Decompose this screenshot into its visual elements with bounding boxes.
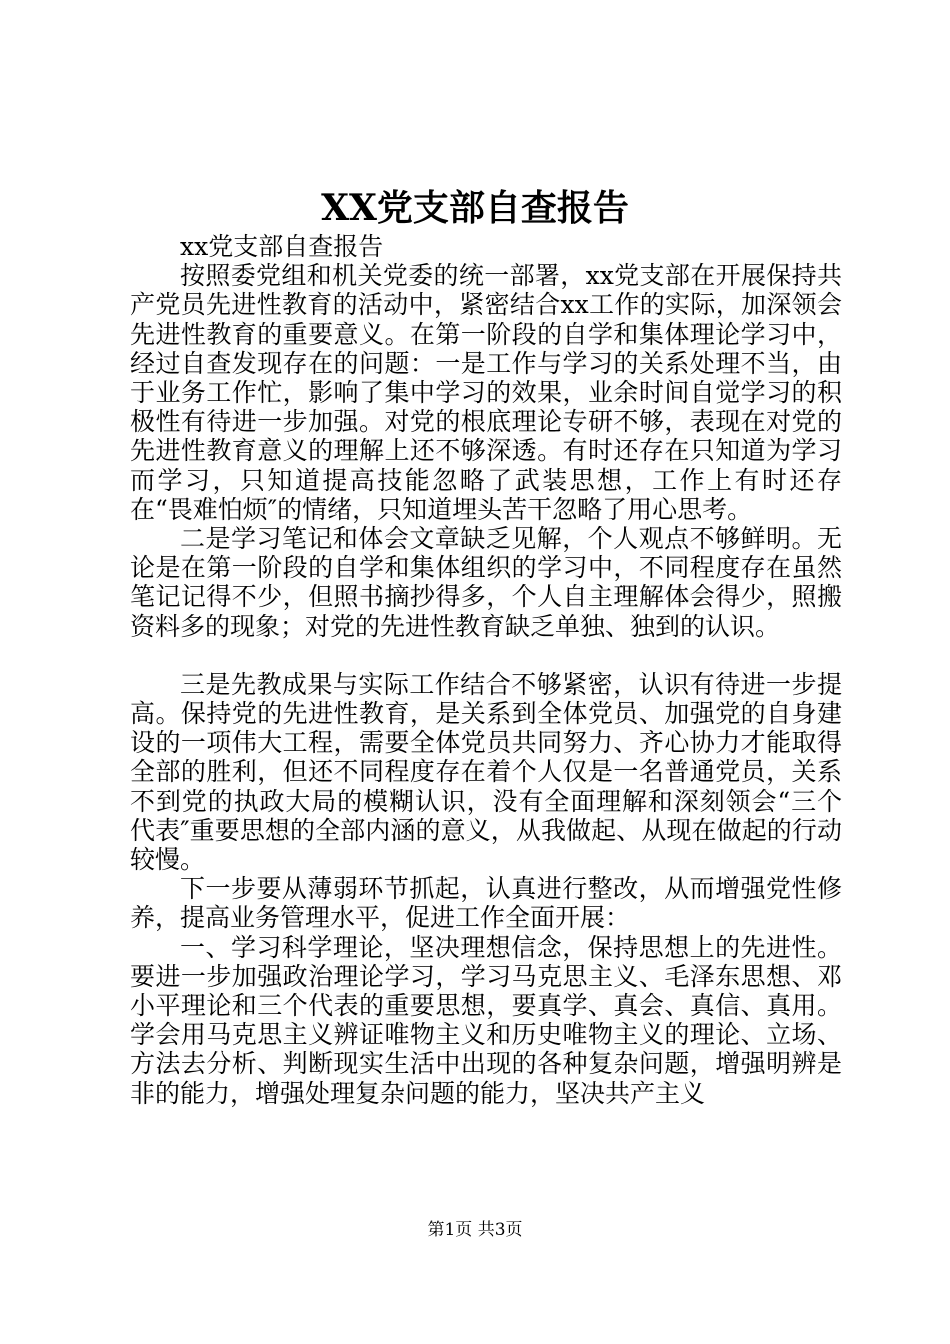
document-body (130, 232, 842, 1108)
paragraph-measure-one: 一、学习科学理论，坚决理想信念，保持思想上的先进性。要进一步加强政治理论学习，学习马克思主义、毛泽东思想、邓小平理论和三个代表的重要思想，要真学、真会、真信、真用。学会用马克思主义辨证唯物主义和历史唯物主义的理论、立场、方法去分析、判断现实生活中出现的各种复杂问题，增强明辨是非的能力，增强处理复杂问题的能力，坚决共产主义 (130, 932, 842, 1108)
paragraph-problem-three: 三是先教成果与实际工作结合不够紧密，认识有待进一步提高。保持党的先进性教育，是关系到全体党员、加强党的自身建设的一项伟大工程，需要全体党员共同努力、齐心协力才能取得全部的胜利，但还不同程度存在着个人仅是一名普通党员，关系不到党的执政大局的模糊认识，没有全面理解和深刻领会“三个代表″重要思想的全部内涵的意义，从我做起、从现在做起的行动较慢。 (130, 669, 842, 875)
paragraph-problem-two: 二是学习笔记和体会文章缺乏见解，个人观点不够鲜明。无论是在第一阶段的自学和集体组织的学习中，不同程度存在虽然笔记记得不少，但照书摘抄得多，个人自主理解体会得少，照搬资料多的现象；对党的先进性教育缺乏单独、独到的认识。 (130, 524, 842, 641)
paragraph-next-steps: 下一步要从薄弱环节抓起，认真进行整改，从而增强党性修养，提高业务管理水平，促进工作全面开展： (130, 874, 842, 933)
paragraph-subtitle: xx党支部自查报告 (180, 232, 384, 261)
page-footer: 第1页 共3页 (427, 1220, 523, 1240)
paragraph-intro: 按照委党组和机关党委的统一部署，xx党支部在开展保持共产党员先进性教育的活动中，紧密结合xx工作的实际，加深领会先进性教育的重要意义。在第一阶段的自学和集体理论学习中，经过自查发现存在的问题：一是工作与学习的关系处理不当，由于业务工作忙，影响了集中学习的效果，业余时间自觉学习的积极性有待进一步加强。对党的根底理论专研不够，表现在对党的先进性教育意义的理解上还不够深透。有时还存在只知道为学习而学习，只知道提高技能忽略了武装思想，工作上有时还存在“畏难怕烦″的情绪，只知道埋头苦干忽略了用心思考。 (130, 261, 842, 524)
document-title: XX党支部自查报告 (321, 187, 629, 229)
